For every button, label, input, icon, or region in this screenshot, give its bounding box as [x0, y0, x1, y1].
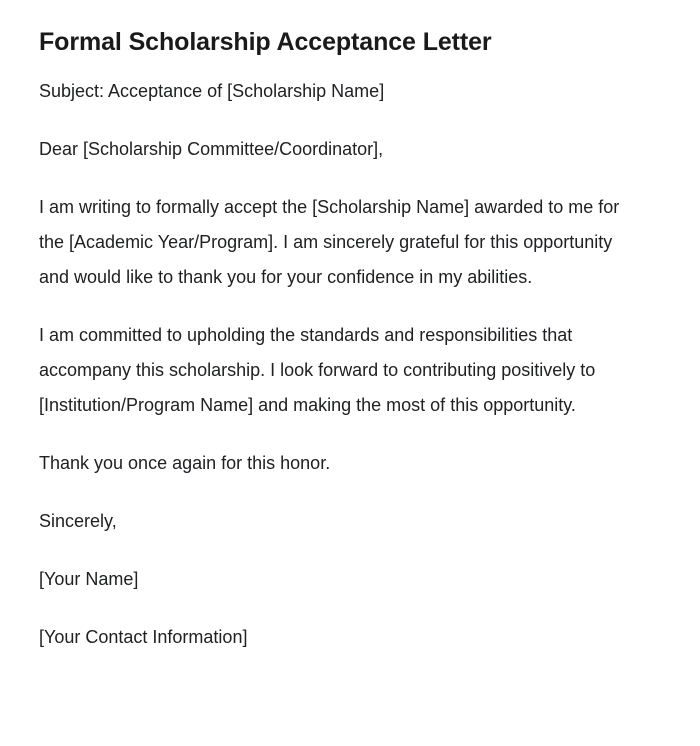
letter-body — [39, 74, 623, 655]
body-paragraph-2: I am committed to upholding the standards and responsibilities that accompany this scholarship. I look forward to contributing positively to [Institution/Program Name] and making the most of this opportunity. — [39, 325, 601, 415]
thanks-line: Thank you once again for this honor. — [39, 453, 331, 473]
closing-line: Sincerely, — [39, 511, 117, 531]
body-paragraph-1: I am writing to formally accept the [Scholarship Name] awarded to me for the [Academic Year/Program]. I am sincerely grateful for this opportunity and would like to thank you for your confidence in my abilities. — [39, 197, 625, 287]
signature-name: [Your Name] — [39, 569, 139, 589]
signature-contact: [Your Contact Information] — [39, 627, 248, 647]
salutation: Dear [Scholarship Committee/Coordinator], — [39, 139, 384, 159]
subject-line: Subject: Acceptance of [Scholarship Name] — [39, 81, 385, 101]
page-title: Formal Scholarship Acceptance Letter — [39, 28, 492, 56]
